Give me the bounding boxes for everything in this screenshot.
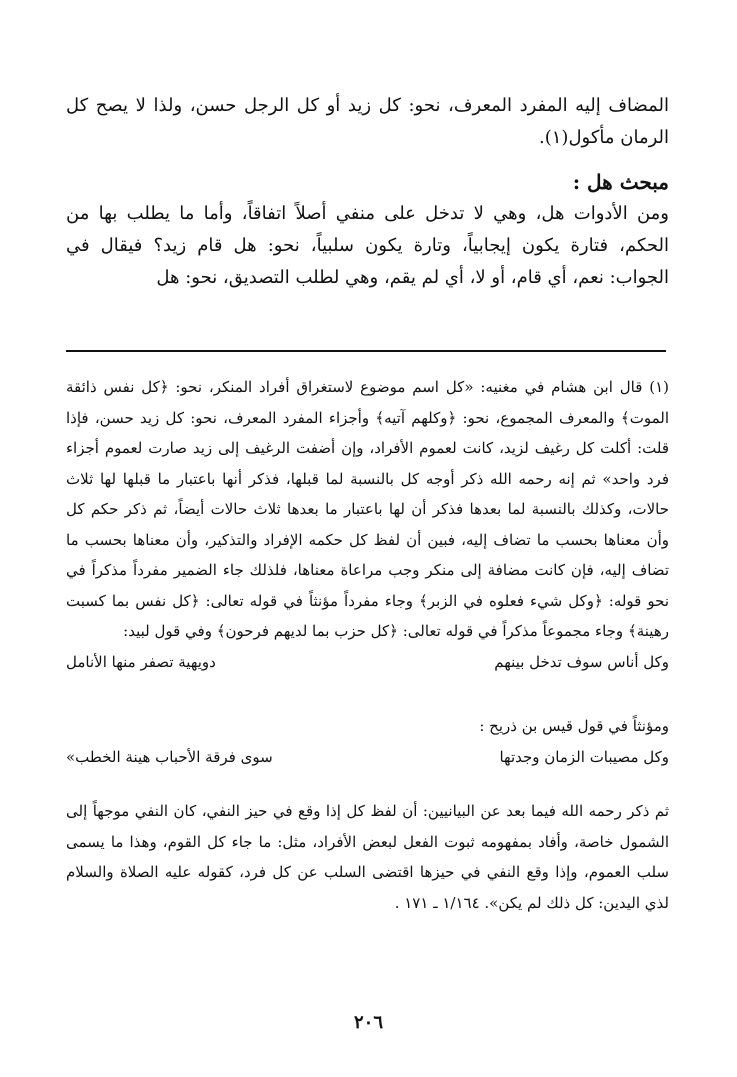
verse-2 — [66, 742, 669, 773]
main-paragraph-2: ومن الأدوات هل، وهي لا تدخل على منفي أصلاً اتفاقاً، وأما ما يطلب بها من الحكم، فتارة يكون إيجابياً، وتارة يكون سلبياً، نحو: هل قام زيد؟ فيقال في الجواب: نعم، أي قام، أو لا، أي لم يقم، وهي لطلب التصديق، نحو: هل — [66, 203, 669, 288]
verse-1-first-hemistich: وكل أناس سوف تدخل بينهم — [494, 652, 669, 671]
main-paragraph-1: المضاف إليه المفرد المعرف، نحو: كل زيد أو كل الرجل حسن، ولذا لا يصح كل الرمان مأكول(١). — [66, 95, 669, 148]
footnote-divider — [66, 350, 666, 352]
footnote-paragraph-1: (١) قال ابن هشام في مغنيه: «كل اسم موضوع لاستغراق أفراد المنكر، نحو: ﴿كل نفس ذائقة الموت﴾ والمعرف المجموع، نحو: ﴿وكلهم آتيه﴾ وأجزاء المفرد المعرف، نحو: كل زيد حسن، فإذا قلت: أكلت كل رغيف لزيد، كانت لعموم الأفراد، وإن أضفت الرغيف إلى زيد صارت لعموم أجزاء فرد واحد» ثم إنه رحمه الله ذكر أوجه كل بالنسبة لما قبلها، فذكر أنها باعتبار ما قبلها لها ثلاث حالات، وكذلك بالنسبة لما بعدها فذكر أن لها باعتبار ما بعدها ثلاث حالات أيضاً، ثم ذكر حكم كل وأن معناها بحسب ما تضاف إليه، فبين أن لفظ كل حكمه الإفراد والتذكير، وأن معناها بحسب ما تضاف إليه، فإن كانت مضافة إلى منكر وجب مراعاة معناها، فلذلك جاء الضمير مفرداً مذكراً في نحو قوله: ﴿وكل شيء فعلوه في الزبر﴾ وجاء مفرداً مؤنثاً في قوله تعالى: ﴿كل نفس بما كسبت رهينة﴾ وجاء مجموعاً مذكراً في قوله تعالى: ﴿كل حزب بما لديهم فرحون﴾ وفي قول لبيد: — [66, 378, 669, 640]
verse-2-first-hemistich: وكل مصيبات الزمان وجدتها — [499, 747, 669, 766]
footnote-paragraph-2: ومؤنثاً في قول قيس بن ذريح : — [479, 717, 669, 735]
verse-2-second-hemistich: سوى فرقة الأحباب هينة الخطب» — [66, 747, 273, 766]
verse-1 — [66, 647, 669, 678]
footnotes — [66, 372, 669, 918]
section-heading: مبحث هل : — [572, 170, 669, 194]
footnote-paragraph-3: ثم ذكر رحمه الله فيما بعد عن البيانيين: أن لفظ كل إذا وقع في حيز النفي، كان النفي موجهاً إلى الشمول خاصة، وأفاد بمفهومه ثبوت الفعل لبعض الأفراد، مثل: ما جاء كل القوم، وهذا ما يسمى سلب العموم، وإذا وقع النفي في حيزها اقتضى السلب عن كل فرد، كقوله عليه الصلاة والسلام لذي اليدين: كل ذلك لم يكن». ١/١٦٤ ـ ١٧١ . — [66, 802, 669, 912]
verse-1-second-hemistich: دويهية تصفر منها الأنامل — [66, 652, 216, 671]
page-number: ٢٠٦ — [353, 1012, 383, 1033]
main-text — [66, 90, 669, 294]
